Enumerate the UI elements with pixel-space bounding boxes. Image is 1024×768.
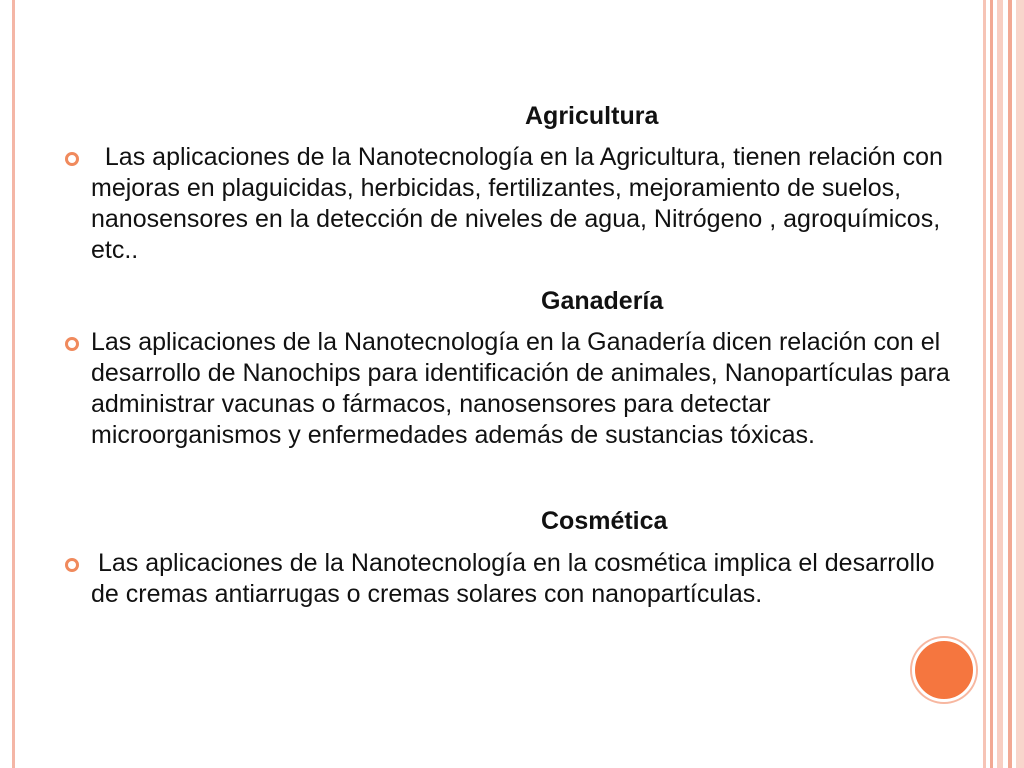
paragraph-ganaderia: Las aplicaciones de la Nanotecnología en la Ganadería dicen relación con el desarrollo de Nanochips para identificación de animales, Nanopartículas para administrar vacunas o fármacos, nanosensores para detectar microorganismos y enfermedades además de sustancias tóxicas. — [91, 328, 950, 449]
paragraph-cosmetica: Las aplicaciones de la Nanotecnología en la cosmética implica el desarrollo de cremas antiarrugas o cremas solares con nanopartículas. — [91, 549, 942, 608]
circle-bullet-icon — [64, 557, 80, 573]
left-border-line — [12, 0, 15, 768]
circle-bullet-icon — [64, 151, 80, 167]
decorative-circle — [912, 638, 976, 702]
heading-agricultura: Agricultura — [525, 102, 659, 130]
right-border-stripe — [1016, 0, 1024, 768]
heading-ganaderia: Ganadería — [541, 287, 664, 315]
right-border-stripe — [1008, 0, 1012, 768]
right-border-stripe — [983, 0, 986, 768]
paragraph-agricultura: Las aplicaciones de la Nanotecnología en la Agricultura, tienen relación con mejoras en plaguicidas, herbicidas, fertilizantes, mejoramiento de suelos, nanosensores en la detección de niveles de agua, Nitrógeno , agroquímicos, etc.. — [91, 143, 950, 264]
right-border-stripe — [990, 0, 993, 768]
right-border-stripe — [997, 0, 1003, 768]
heading-cosmetica: Cosmética — [541, 507, 668, 535]
circle-bullet-icon — [64, 336, 80, 352]
